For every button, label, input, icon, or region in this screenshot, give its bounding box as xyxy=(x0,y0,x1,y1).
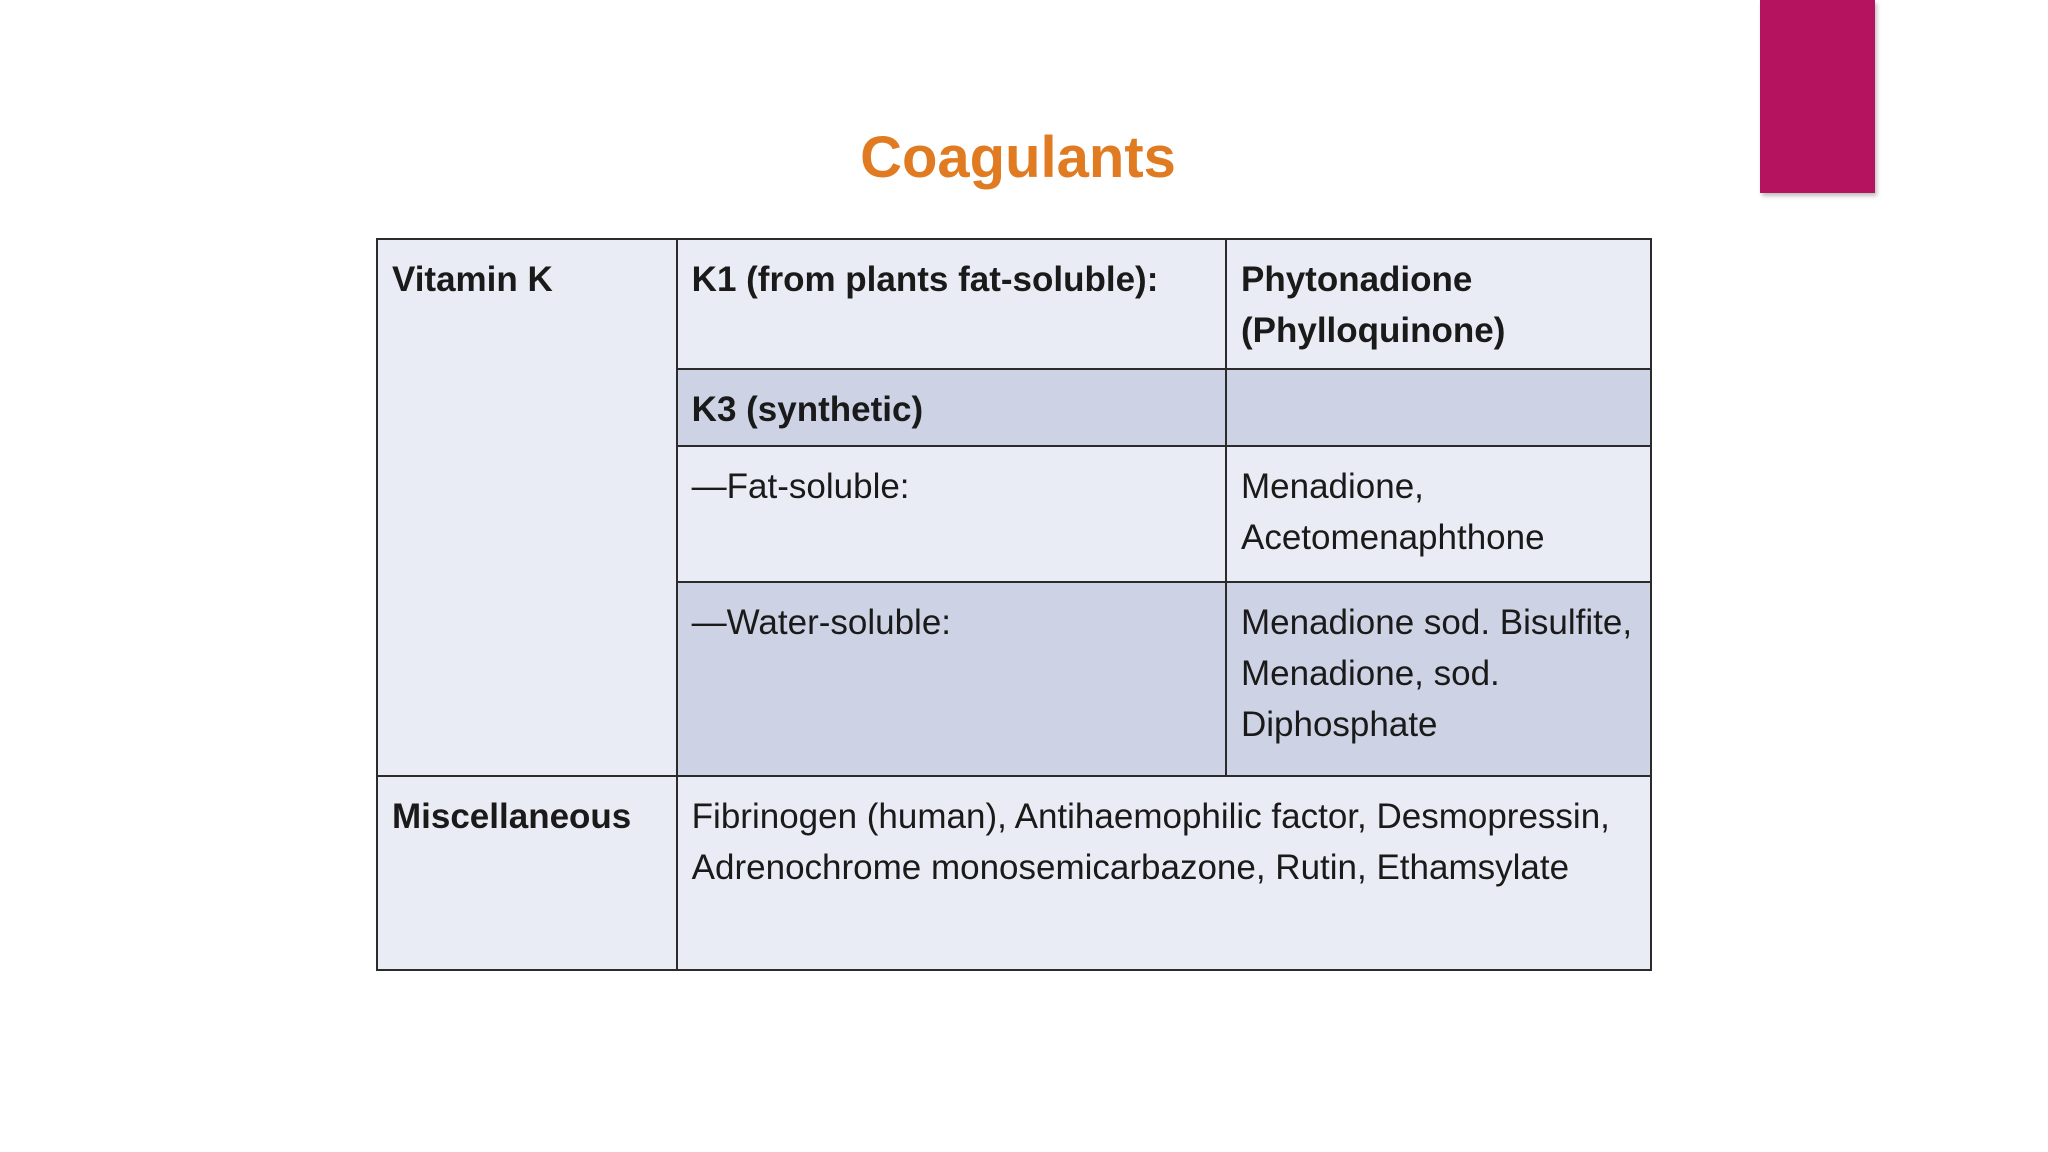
k1-value: Phytonadione (Phylloquinone) xyxy=(1226,239,1651,369)
water-soluble-value: Menadione sod. Bisulfite, Menadione, sod. Diphosphate xyxy=(1226,582,1651,776)
fat-soluble-label: —Fat-soluble: xyxy=(677,446,1226,582)
category-vitamin-k: Vitamin K xyxy=(377,239,677,776)
k1-label: K1 (from plants fat-soluble): xyxy=(677,239,1226,369)
fat-soluble-value: Menadione, Acetomenaphthone xyxy=(1226,446,1651,582)
k3-label: K3 (synthetic) xyxy=(677,369,1226,446)
table-row xyxy=(377,239,1651,369)
table-row xyxy=(377,776,1651,970)
water-soluble-label: —Water-soluble: xyxy=(677,582,1226,776)
coagulants-table xyxy=(376,238,1652,971)
k3-value xyxy=(1226,369,1651,446)
slide-title: Coagulants xyxy=(860,125,1176,190)
miscellaneous-value: Fibrinogen (human), Antihaemophilic factor, Desmopressin, Adrenochrome monosemicarbazone, Rutin, Ethamsylate xyxy=(677,776,1651,970)
category-miscellaneous: Miscellaneous xyxy=(377,776,677,970)
